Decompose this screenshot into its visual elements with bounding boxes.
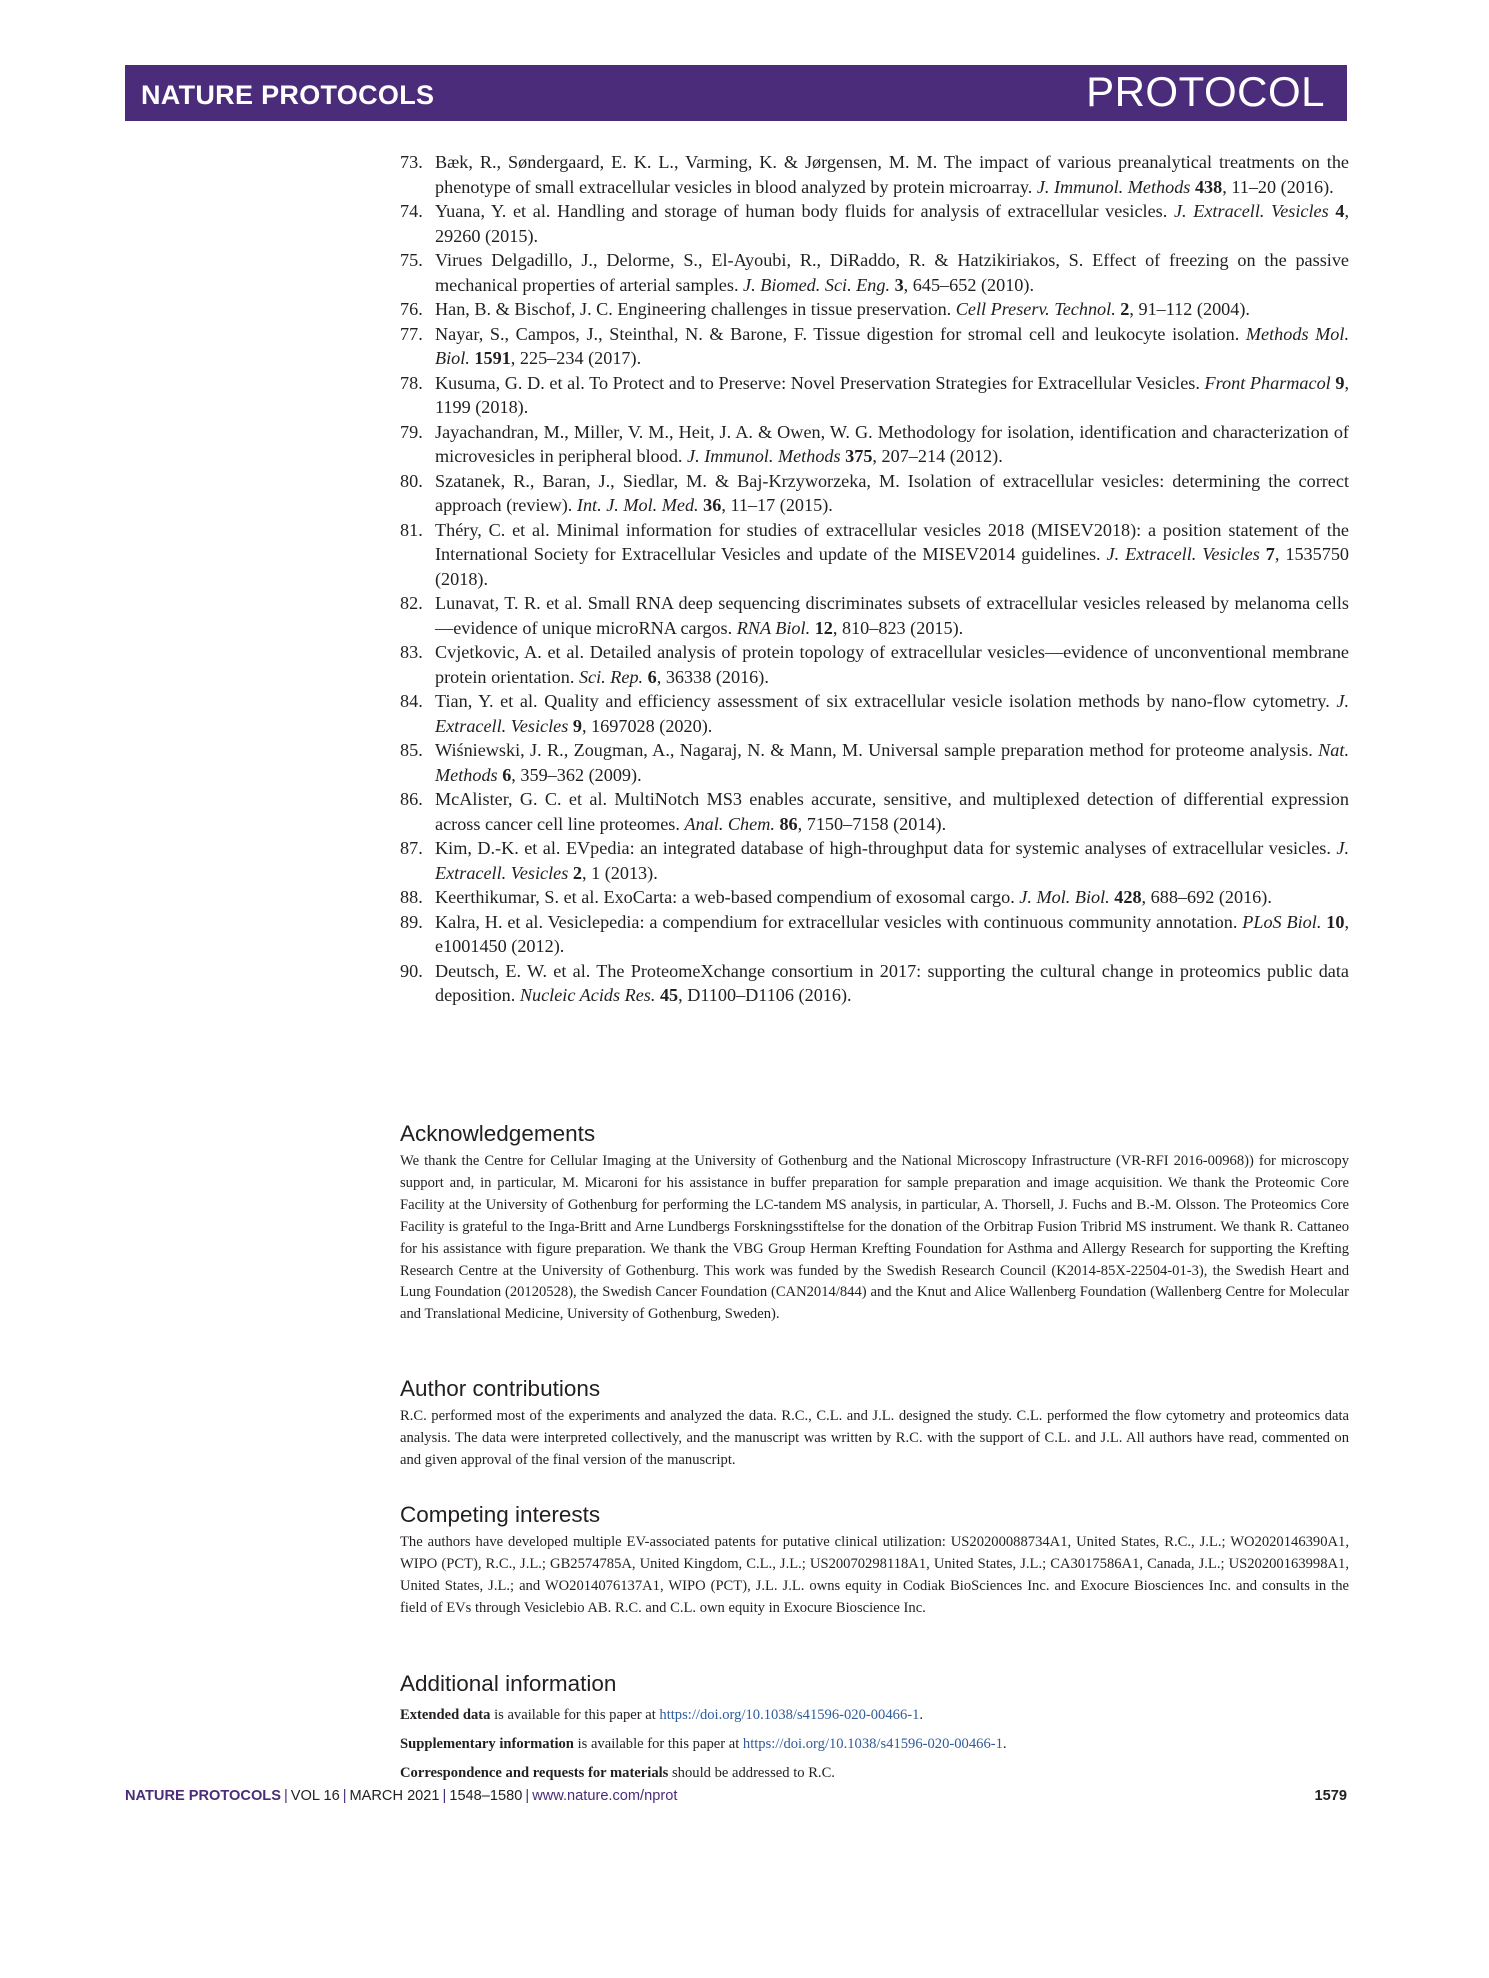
reference-text: Jayachandran, M., Miller, V. M., Heit, J. A. & Owen, W. G. Methodology for isolation, identification and characterization of microvesicles in peripheral blood.: [435, 421, 1349, 466]
reference-item: [400, 322, 1349, 371]
reference-number: 82.: [400, 593, 423, 613]
reference-item: [400, 199, 1349, 248]
reference-number: 76.: [400, 299, 423, 319]
reference-item: [400, 689, 1349, 738]
reference-journal: Front Pharmacol: [1204, 372, 1331, 393]
author-contributions-section: [400, 1376, 1349, 1472]
reference-text: , 1 (2013).: [581, 862, 658, 883]
reference-volume: 375: [845, 446, 873, 466]
reference-number: 81.: [400, 519, 423, 540]
reference-text: , 11–17 (2015).: [721, 495, 833, 515]
page-footer: NATURE PROTOCOLS | VOL 16 | MARCH 2021 | 1548–1580 | www.nature.com/nprot 1579: [125, 1788, 1347, 1804]
acknowledgements-text: We thank the Centre for Cellular Imaging at the University of Gothenburg and the National Microscopy Infrastructure (VR-RFI 2016-00968)) for microscopy support and, in particular, M. Micaroni for his assistance in buffer preparation for sample preparation and image acquisition. We thank the Proteomic Core Facility at the University of Gothenburg for performing the LC-tandem MS analysis, in particular, A. Thorsell, J. Fuchs and B.-M. Olsson. The Proteomics Core Facility is grateful to the Inga-Britt and Arne Lundbergs Forskningsstiftelse for the donation of the Orbitrap Fusion Tribrid MS instrument. We thank R. Cattaneo for his assistance with figure preparation. We thank the VBG Group Herman Krefting Foundation for Asthma and Allergy Research for supporting the Krefting Research Centre at the University of Gothenburg. This work was funded by the Swedish Research Council (K2014-85X-22504-01-3), the Swedish Heart and Lung Foundation (20120528), the Swedish Cancer Foundation (CAN2014/844) and the Knut and Alice Wallenberg Foundation (Wallenberg Centre for Molecular and Translational Medicine, University of Gothenburg, Sweden).: [400, 1153, 1349, 1323]
supplementary-info-link[interactable]: https://doi.org/10.1038/s41596-020-00466-1: [742, 1736, 1003, 1752]
reference-journal: PLoS Biol.: [1242, 911, 1322, 932]
reference-number: 74.: [400, 201, 423, 221]
author-contributions-heading: Author contributions: [400, 1376, 601, 1401]
reference-journal: J. Immunol. Methods: [687, 446, 841, 466]
extended-data-line: [400, 1701, 1349, 1730]
reference-volume: 6: [502, 764, 512, 785]
reference-text: Théry, C. et al. Minimal information for studies of extracellular vesicles 2018 (MISEV2018): a position statement of the International Society for Extracellular Vesicles and update of the MISEV2014 guidelines.: [435, 519, 1349, 564]
reference-journal: RNA Biol.: [736, 617, 811, 638]
footer-journal: NATURE PROTOCOLS: [125, 1788, 281, 1804]
reference-text: , 36338 (2016).: [656, 666, 769, 687]
reference-number: 79.: [400, 421, 423, 442]
reference-text: Wiśniewski, J. R., Zougman, A., Nagaraj, N. & Mann, M. Universal sample preparation method for proteome analysis.: [435, 740, 1319, 760]
reference-text: , D1100–D1106 (2016).: [678, 985, 852, 1005]
reference-volume: 2: [1120, 299, 1130, 319]
reference-text: , 688–692 (2016).: [1141, 887, 1272, 907]
supplementary-info-label: Supplementary information: [400, 1736, 574, 1752]
extended-data-end: .: [919, 1707, 924, 1723]
reference-journal: J. Mol. Biol.: [1019, 887, 1110, 907]
reference-number: 86.: [400, 789, 423, 809]
reference-number: 83.: [400, 642, 423, 662]
reference-volume: 7: [1265, 544, 1275, 564]
reference-text: , 11–20 (2016).: [1222, 176, 1334, 197]
reference-item: [400, 469, 1349, 518]
reference-text: Kusuma, G. D. et al. To Protect and to Preserve: Novel Preservation Strategies for Extracellular Vesicles.: [435, 372, 1205, 393]
reference-number: 87.: [400, 838, 423, 858]
reference-journal: Nat. Methods: [435, 740, 1349, 785]
reference-journal: Int. J. Mol. Med.: [576, 495, 699, 515]
reference-item: [400, 738, 1349, 787]
author-contributions-text: R.C. performed most of the experiments and analyzed the data. R.C., C.L. and J.L. designed the study. C.L. performed the flow cytometry and proteomics data analysis. The data were interpreted collectively, and the manuscript was written by R.C. with the support of C.L. and J.L. All authors have read, commented on and given approval of the final version of the manuscript.: [400, 1408, 1349, 1468]
reference-volume: 86: [779, 813, 798, 834]
reference-volume: 9: [1335, 372, 1345, 393]
reference-number: 73.: [400, 152, 423, 172]
reference-text: Cvjetkovic, A. et al. Detailed analysis of protein topology of extracellular vesicles—evidence of unconventional membrane protein orientation.: [435, 642, 1349, 687]
reference-text: , 91–112 (2004).: [1129, 299, 1250, 319]
reference-item: [400, 371, 1349, 420]
supplementary-info-end: .: [1002, 1736, 1007, 1752]
reference-text: , 1535750 (2018).: [435, 544, 1349, 589]
reference-text: , 7150–7158 (2014).: [797, 813, 947, 834]
reference-number: 85.: [400, 740, 423, 760]
reference-text: Keerthikumar, S. et al. ExoCarta: a web-based compendium of exosomal cargo.: [435, 887, 1020, 907]
reference-text: , e1001450 (2012).: [435, 911, 1349, 956]
reference-item: [400, 910, 1349, 959]
reference-item: [400, 518, 1349, 592]
reference-text: Tian, Y. et al. Quality and efficiency assessment of six extracellular vesicle isolation methods by nano-flow cytometry.: [435, 691, 1337, 711]
reference-item: [400, 150, 1349, 199]
reference-number: 84.: [400, 691, 423, 711]
journal-name: NATURE PROTOCOLS: [141, 80, 435, 110]
acknowledgements-heading: Acknowledgements: [400, 1121, 596, 1146]
reference-volume: 438: [1194, 176, 1223, 197]
reference-volume: 428: [1114, 887, 1142, 907]
reference-journal: J. Extracell. Vesicles: [1173, 201, 1329, 221]
reference-journal: Nucleic Acids Res.: [519, 985, 656, 1005]
acknowledgements-section: [400, 1121, 1349, 1326]
reference-text: Virues Delgadillo, J., Delorme, S., El-Ayoubi, R., DiRaddo, R. & Hatzikiriakos, S. Effect of freezing on the passive mechanical properties of arterial samples.: [435, 250, 1349, 295]
reference-volume: 4: [1335, 201, 1345, 221]
extended-data-link[interactable]: https://doi.org/10.1038/s41596-020-00466-1: [659, 1707, 920, 1723]
reference-text: Szatanek, R., Baran, J., Siedlar, M. & Baj-Krzyworzeka, M. Isolation of extracellular vesicles: determining the correct approach (review).: [435, 470, 1349, 515]
reference-text: , 207–214 (2012).: [872, 446, 1003, 466]
reference-number: 78.: [400, 372, 423, 393]
reference-text: Han, B. & Bischof, J. C. Engineering challenges in tissue preservation.: [435, 299, 956, 319]
supplementary-info-text: is available for this paper at: [573, 1736, 743, 1752]
extended-data-text: is available for this paper at: [490, 1707, 660, 1723]
reference-number: 88.: [400, 887, 423, 907]
reference-journal: J. Extracell. Vesicles: [435, 838, 1349, 883]
additional-information-section: [400, 1671, 1349, 1788]
reference-volume: 45: [659, 985, 679, 1005]
footer-url[interactable]: www.nature.com/nprot: [532, 1788, 678, 1804]
footer-volume: VOL 16: [290, 1788, 340, 1804]
reference-number: 89.: [400, 911, 423, 932]
reference-text: , 1697028 (2020).: [581, 715, 713, 736]
correspondence-line: [400, 1759, 1349, 1788]
supplementary-info-line: [400, 1730, 1349, 1759]
reference-text: Kalra, H. et al. Vesiclepedia: a compendium for extracellular vesicles with continuous community annotation.: [435, 911, 1243, 932]
extended-data-label: Extended data: [400, 1707, 491, 1723]
reference-text: , 810–823 (2015).: [832, 617, 964, 638]
competing-interests-section: [400, 1502, 1349, 1620]
reference-item: [400, 591, 1349, 640]
reference-volume: 9: [572, 715, 582, 736]
reference-item: [400, 640, 1349, 689]
correspondence-label: Correspondence and requests for materials: [400, 1765, 669, 1781]
reference-text: , 225–234 (2017).: [510, 348, 642, 368]
reference-item: [400, 959, 1349, 1008]
reference-number: 80.: [400, 470, 423, 491]
reference-journal: J. Biomed. Sci. Eng.: [743, 274, 891, 295]
reference-volume: 3: [894, 274, 904, 295]
reference-item: [400, 787, 1349, 836]
reference-item: [400, 297, 1349, 322]
reference-text: Lunavat, T. R. et al. Small RNA deep sequencing discriminates subsets of extracellular vesicles released by melanoma cells—evidence of unique microRNA cargos.: [435, 593, 1349, 638]
reference-journal: J. Immunol. Methods: [1036, 176, 1191, 197]
competing-interests-heading: Competing interests: [400, 1502, 601, 1527]
reference-volume: 10: [1326, 911, 1345, 932]
page-number: 1579: [1314, 1788, 1347, 1804]
reference-text: , 29260 (2015).: [435, 201, 1350, 246]
reference-list: [400, 150, 1349, 1008]
reference-number: 90.: [400, 960, 423, 981]
reference-volume: 36: [703, 495, 722, 515]
reference-text: Kim, D.-K. et al. EVpedia: an integrated database of high-throughput data for systemic analyses of extracellular vesicles.: [435, 838, 1337, 858]
correspondence-text: should be addressed to R.C.: [668, 1765, 835, 1781]
reference-item: [400, 420, 1349, 469]
reference-journal: J. Extracell. Vesicles: [1106, 544, 1260, 564]
reference-item: [400, 836, 1349, 885]
reference-item: [400, 248, 1349, 297]
footer-date: MARCH 2021: [349, 1788, 440, 1804]
reference-volume: 6: [647, 666, 657, 687]
reference-journal: Methods Mol. Biol.: [435, 323, 1349, 368]
reference-text: Nayar, S., Campos, J., Steinthal, N. & Barone, F. Tissue digestion for stromal cell and leukocyte isolation.: [435, 323, 1246, 344]
reference-text: Yuana, Y. et al. Handling and storage of human body fluids for analysis of extracellular vesicles.: [435, 201, 1174, 221]
additional-information-heading: Additional information: [400, 1671, 617, 1696]
reference-text: Deutsch, E. W. et al. The ProteomeXchange consortium in 2017: supporting the cultural change in proteomics public data deposition.: [435, 960, 1349, 1005]
reference-number: 75.: [400, 250, 423, 270]
reference-journal: J. Extracell. Vesicles: [435, 691, 1349, 736]
reference-journal: Cell Preserv. Technol.: [955, 299, 1116, 319]
reference-text: , 645–652 (2010).: [903, 274, 1035, 295]
reference-volume: 2: [572, 862, 582, 883]
reference-text: , 359–362 (2009).: [511, 764, 642, 785]
article-type: PROTOCOL: [1086, 68, 1325, 115]
footer-pages: 1548–1580: [449, 1788, 523, 1804]
reference-text: McAlister, G. C. et al. MultiNotch MS3 enables accurate, sensitive, and multiplexed detection of differential expression across cancer cell line proteomes.: [435, 789, 1349, 834]
reference-journal: Sci. Rep.: [578, 666, 644, 687]
reference-text: , 1199 (2018).: [435, 372, 1349, 417]
reference-journal: Anal. Chem.: [684, 813, 775, 834]
reference-text: Bæk, R., Søndergaard, E. K. L., Varming, K. & Jørgensen, M. M. The impact of various preanalytical treatments on the phenotype of small extracellular vesicles in blood analyzed by protein microarray.: [435, 152, 1349, 197]
reference-item: [400, 885, 1349, 910]
competing-interests-text: The authors have developed multiple EV-associated patents for putative clinical utilization: US20200088734A1, United States, R.C., J.L.; WO2020146390A1, WIPO (PCT), R.C., J.L.; GB2574785A, United Kingdom, C.L., J.L.; US20070298118A1, United States, J.L.; CA3017586A1, Canada, J.L.; US20200163998A1, United States, J.L.; and WO2014076137A1, WIPO (PCT), J.L. J.L. owns equity in Codiak BioSciences Inc. and Exocure Biosciences Inc. and consults in the field of EVs through Vesiclebio AB. R.C. and C.L. own equity in Exocure Bioscience Inc.: [400, 1534, 1349, 1616]
reference-number: 77.: [400, 323, 423, 344]
reference-volume: 1591: [474, 348, 511, 368]
reference-volume: 12: [814, 617, 833, 638]
